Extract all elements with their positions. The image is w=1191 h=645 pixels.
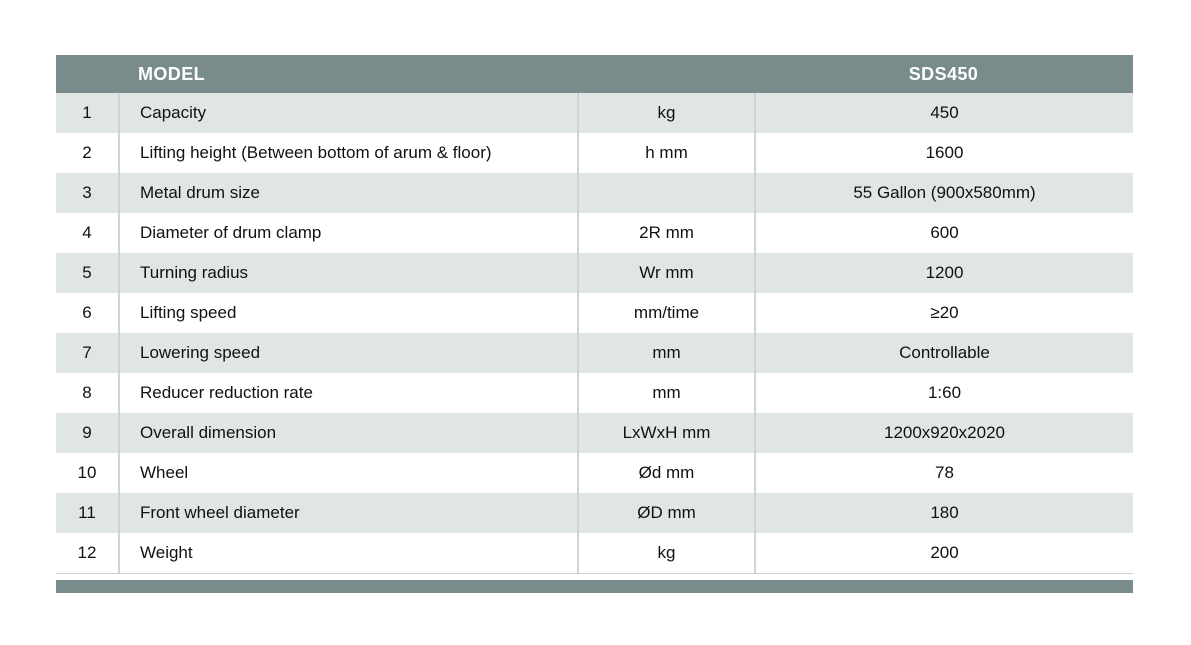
table-row (56, 253, 1133, 293)
spec-unit: mm (577, 373, 754, 413)
spec-unit: h mm (577, 133, 754, 173)
spec-name: Lifting height (Between bottom of arum & floor) (118, 133, 577, 173)
table-row (56, 453, 1133, 493)
row-number: 6 (82, 303, 92, 322)
spec-name: Reducer reduction rate (118, 373, 577, 413)
spec-value: ≥20 (754, 293, 1133, 333)
spec-unit: kg (577, 93, 754, 133)
spec-name: Lifting speed (118, 293, 577, 333)
specification-table (56, 55, 1133, 593)
spec-value: Controllable (754, 333, 1133, 373)
row-number: 12 (77, 543, 97, 562)
table-row (56, 413, 1133, 453)
spec-unit: kg (577, 533, 754, 573)
spec-unit: ØD mm (577, 493, 754, 533)
spec-value: 78 (754, 453, 1133, 493)
table-row (56, 533, 1133, 573)
row-number: 8 (82, 383, 92, 402)
table-row (56, 173, 1133, 213)
row-number: 7 (82, 343, 92, 362)
spec-value: 1600 (754, 133, 1133, 173)
spec-name: Turning radius (118, 253, 577, 293)
row-number: 1 (82, 103, 92, 122)
row-number: 5 (82, 263, 92, 282)
spec-name: Front wheel diameter (118, 493, 577, 533)
row-number: 3 (82, 183, 92, 202)
table-row (56, 133, 1133, 173)
spec-name: Lowering speed (118, 333, 577, 373)
spec-value: 1:60 (754, 373, 1133, 413)
footer-bar (56, 580, 1133, 593)
table-header-row (56, 55, 1133, 93)
spec-unit: mm/time (577, 293, 754, 333)
row-number: 10 (77, 463, 97, 482)
spec-unit (577, 173, 754, 213)
spec-name: Overall dimension (118, 413, 577, 453)
row-number: 2 (82, 143, 92, 162)
model-column-header: MODEL (138, 63, 205, 84)
spec-value: 180 (754, 493, 1133, 533)
spec-unit: LxWxH mm (577, 413, 754, 453)
table-row (56, 333, 1133, 373)
spec-value: 1200 (754, 253, 1133, 293)
spec-name: Weight (118, 533, 577, 573)
table-row (56, 493, 1133, 533)
spec-unit: mm (577, 333, 754, 373)
spec-unit: 2R mm (577, 213, 754, 253)
table-row (56, 373, 1133, 413)
table-row (56, 213, 1133, 253)
spec-name: Capacity (118, 93, 577, 133)
spec-value: 450 (754, 93, 1133, 133)
spec-name: Metal drum size (118, 173, 577, 213)
table-row (56, 293, 1133, 333)
spec-unit: Wr mm (577, 253, 754, 293)
spec-name: Diameter of drum clamp (118, 213, 577, 253)
model-value-header: SDS450 (908, 63, 979, 84)
row-number: 11 (78, 503, 96, 522)
spec-name: Wheel (118, 453, 577, 493)
row-number: 9 (82, 423, 92, 442)
spec-value: 1200x920x2020 (754, 413, 1133, 453)
spec-value: 600 (754, 213, 1133, 253)
spec-unit: Ød mm (577, 453, 754, 493)
spec-value: 200 (754, 533, 1133, 573)
row-number: 4 (82, 223, 92, 242)
table-row (56, 93, 1133, 133)
spec-value: 55 Gallon (900x580mm) (754, 173, 1133, 213)
table-body (56, 93, 1133, 574)
